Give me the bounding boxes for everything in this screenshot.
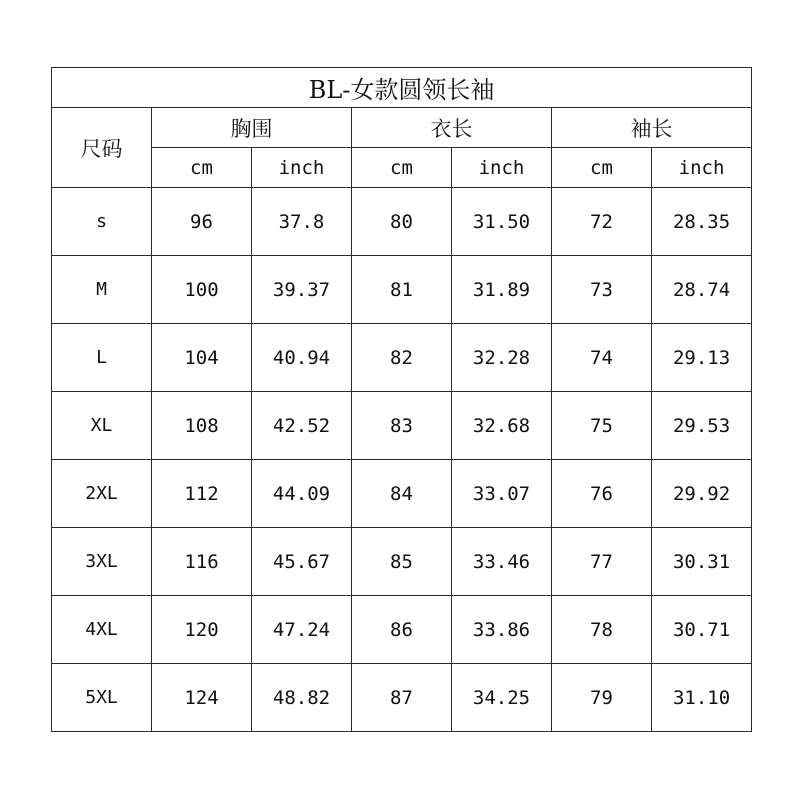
size-label-cell: 3XL (52, 528, 152, 596)
unit-header: inch (452, 148, 552, 188)
measurement-cell: 100 (152, 256, 252, 324)
table-row (52, 460, 752, 528)
table-title: BL-女款圆领长袖 (52, 68, 752, 108)
measurement-cell: 44.09 (252, 460, 352, 528)
measurement-cell: 112 (152, 460, 252, 528)
measurement-cell: 42.52 (252, 392, 352, 460)
unit-header: cm (552, 148, 652, 188)
group-header-chest: 胸围 (152, 108, 352, 148)
measurement-cell: 87 (352, 664, 452, 732)
measurement-cell: 82 (352, 324, 452, 392)
measurement-cell: 40.94 (252, 324, 352, 392)
size-column-header: 尺码 (52, 108, 152, 188)
measurement-cell: 39.37 (252, 256, 352, 324)
measurement-cell: 31.89 (452, 256, 552, 324)
size-label-cell: 4XL (52, 596, 152, 664)
size-table (51, 67, 752, 732)
measurement-cell: 45.67 (252, 528, 352, 596)
measurement-cell: 31.50 (452, 188, 552, 256)
measurement-cell: 31.10 (652, 664, 752, 732)
unit-header: cm (352, 148, 452, 188)
measurement-cell: 75 (552, 392, 652, 460)
table-row (52, 188, 752, 256)
measurement-cell: 120 (152, 596, 252, 664)
measurement-cell: 29.92 (652, 460, 752, 528)
measurement-cell: 116 (152, 528, 252, 596)
measurement-cell: 29.13 (652, 324, 752, 392)
measurement-cell: 47.24 (252, 596, 352, 664)
size-chart (51, 67, 751, 731)
measurement-cell: 77 (552, 528, 652, 596)
size-label-cell: L (52, 324, 152, 392)
measurement-cell: 29.53 (652, 392, 752, 460)
measurement-cell: 80 (352, 188, 452, 256)
measurement-cell: 104 (152, 324, 252, 392)
measurement-cell: 48.82 (252, 664, 352, 732)
measurement-cell: 81 (352, 256, 452, 324)
table-row (52, 664, 752, 732)
unit-header: inch (652, 148, 752, 188)
size-label-cell: M (52, 256, 152, 324)
measurement-cell: 33.07 (452, 460, 552, 528)
measurement-cell: 124 (152, 664, 252, 732)
measurement-cell: 108 (152, 392, 252, 460)
measurement-cell: 84 (352, 460, 452, 528)
measurement-cell: 28.74 (652, 256, 752, 324)
measurement-cell: 74 (552, 324, 652, 392)
measurement-cell: 86 (352, 596, 452, 664)
measurement-cell: 33.46 (452, 528, 552, 596)
size-label-cell: 2XL (52, 460, 152, 528)
measurement-cell: 85 (352, 528, 452, 596)
unit-header: cm (152, 148, 252, 188)
measurement-cell: 34.25 (452, 664, 552, 732)
size-label-cell: XL (52, 392, 152, 460)
measurement-cell: 33.86 (452, 596, 552, 664)
size-label-cell: 5XL (52, 664, 152, 732)
measurement-cell: 72 (552, 188, 652, 256)
table-row (52, 392, 752, 460)
measurement-cell: 76 (552, 460, 652, 528)
table-body (52, 188, 752, 732)
group-header-length: 衣长 (352, 108, 552, 148)
measurement-cell: 73 (552, 256, 652, 324)
group-header-sleeve: 袖长 (552, 108, 752, 148)
table-row (52, 256, 752, 324)
measurement-cell: 83 (352, 392, 452, 460)
unit-header: inch (252, 148, 352, 188)
measurement-cell: 30.71 (652, 596, 752, 664)
measurement-cell: 30.31 (652, 528, 752, 596)
size-label-cell: s (52, 188, 152, 256)
measurement-cell: 32.68 (452, 392, 552, 460)
table-row (52, 596, 752, 664)
measurement-cell: 78 (552, 596, 652, 664)
table-row (52, 324, 752, 392)
table-row (52, 528, 752, 596)
measurement-cell: 79 (552, 664, 652, 732)
measurement-cell: 96 (152, 188, 252, 256)
measurement-cell: 28.35 (652, 188, 752, 256)
measurement-cell: 32.28 (452, 324, 552, 392)
unit-header-row (52, 148, 752, 188)
measurement-cell: 37.8 (252, 188, 352, 256)
